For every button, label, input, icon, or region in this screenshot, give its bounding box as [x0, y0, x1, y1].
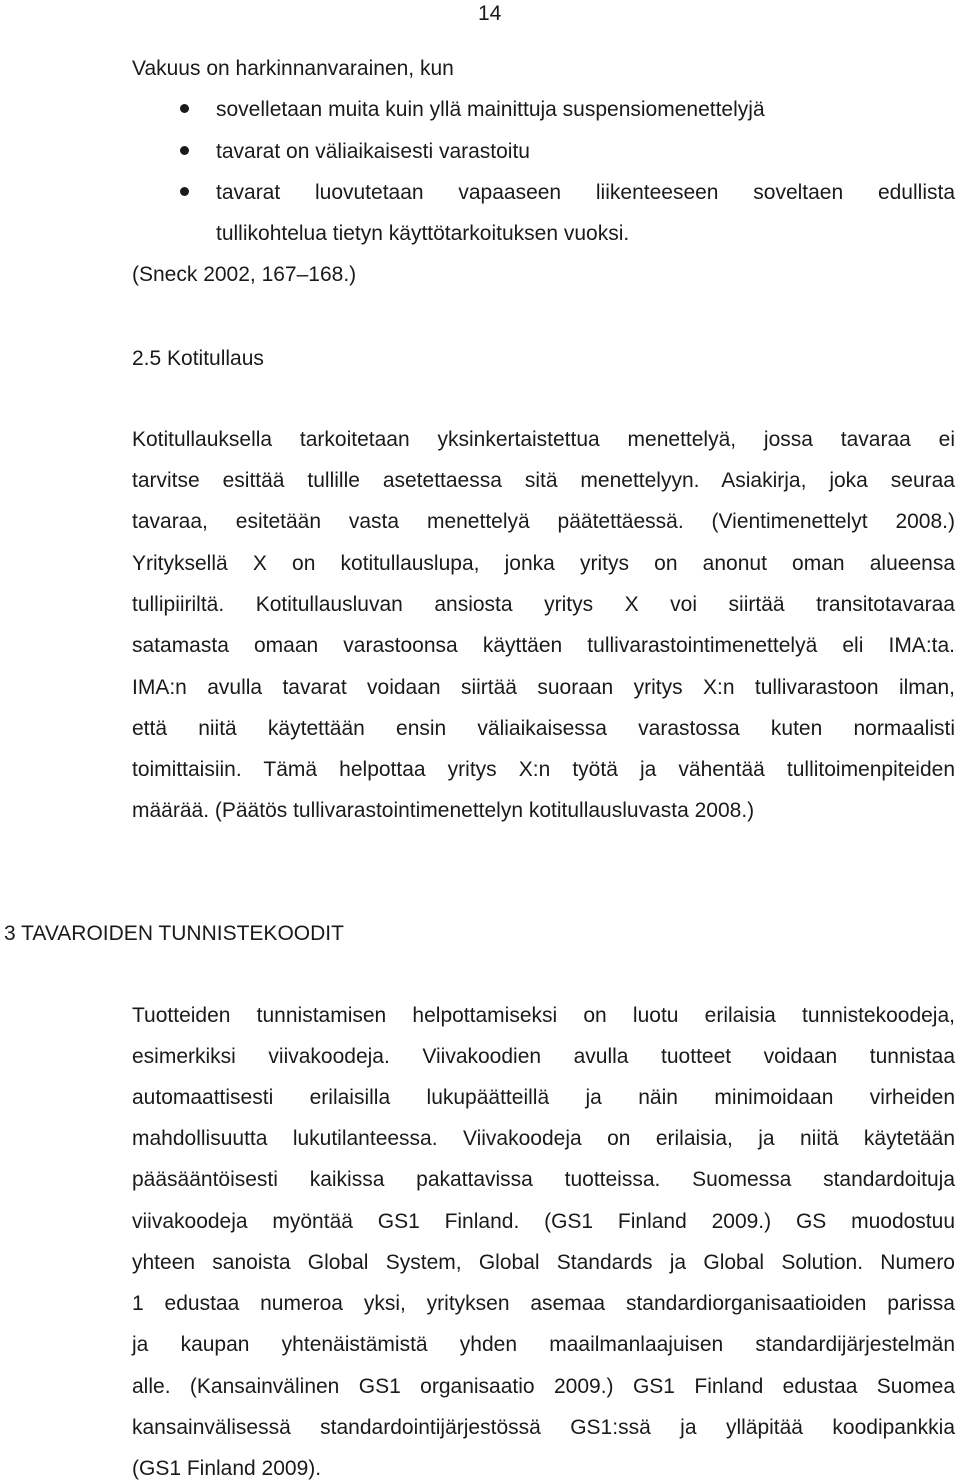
paragraph-line: kansainvälisessä standardointijärjestössä GS1:ssä ja ylläpitää koodipankkia: [132, 1416, 955, 1439]
intro-text: Vakuus on harkinnanvarainen, kun: [132, 57, 454, 80]
paragraph-line: automaattisesti erilaisilla lukupäätteillä ja näin minimoidaan virheiden: [132, 1086, 955, 1109]
paragraph-line: tarvitse esittää tullille asetettaessa sitä menettelyyn. Asiakirja, joka seuraa: [132, 469, 955, 492]
paragraph-line: esimerkiksi viivakoodeja. Viivakoodien avulla tuotteet voidaan tunnistaa: [132, 1045, 955, 1068]
paragraph-line: satamasta omaan varastoonsa käyttäen tullivarastointimenettelyä eli IMA:ta.: [132, 634, 955, 657]
paragraph-line: Kotitullauksella tarkoitetaan yksinkertaistettua menettelyä, jossa tavaraa ei: [132, 428, 955, 451]
paragraph-line: (GS1 Finland 2009).: [132, 1457, 322, 1480]
paragraph-line: pääsääntöisesti kaikissa pakattavissa tuotteissa. Suomessa standardoituja: [132, 1168, 955, 1191]
bullet-item: tavarat on väliaikaisesti varastoitu: [216, 140, 530, 163]
bullet-item: tavarat luovutetaan vapaaseen liikenteeseen soveltaen edullista: [216, 181, 955, 204]
paragraph-line: ja kaupan yhtenäistämistä yhden maailmanlaajuisen standardijärjestelmän: [132, 1333, 955, 1356]
paragraph-line: tullipiiriltä. Kotitullausluvan ansiosta yritys X voi siirtää transitotavaraa: [132, 593, 955, 616]
paragraph-line: toimittaisiin. Tämä helpottaa yritys X:n työtä ja vähentää tullitoimenpiteiden: [132, 758, 955, 781]
bullet-icon: [180, 146, 189, 155]
paragraph-line: viivakoodeja myöntää GS1 Finland. (GS1 Finland 2009.) GS muodostuu: [132, 1210, 955, 1233]
bullet-item-continuation: tullikohtelua tietyn käyttötarkoituksen vuoksi.: [216, 222, 630, 245]
bullet-icon: [180, 187, 189, 196]
page-number: 14: [478, 2, 502, 25]
paragraph-line: mahdollisuutta lukutilanteessa. Viivakoodeja on erilaisia, ja niitä käytetään: [132, 1127, 955, 1150]
bullet-icon: [180, 104, 189, 113]
section-heading-2-5: 2.5 Kotitullaus: [132, 347, 264, 370]
paragraph-line: yhteen sanoista Global System, Global Standards ja Global Solution. Numero: [132, 1251, 955, 1274]
section-heading-3: 3 TAVAROIDEN TUNNISTEKOODIT: [4, 922, 344, 945]
paragraph-line: alle. (Kansainvälinen GS1 organisaatio 2009.) GS1 Finland edustaa Suomea: [132, 1375, 955, 1398]
paragraph-line: tavaraa, esitetään vasta menettelyä päätettäessä. (Vientimenettelyt 2008.): [132, 510, 955, 533]
paragraph-line: määrää. (Päätös tullivarastointimenettelyn kotitullausluvasta 2008.): [132, 799, 755, 822]
paragraph-line: IMA:n avulla tavarat voidaan siirtää suoraan yritys X:n tullivarastoon ilman,: [132, 676, 955, 699]
paragraph-line: Yrityksellä X on kotitullauslupa, jonka yritys on anonut oman alueensa: [132, 552, 955, 575]
bullet-item: sovelletaan muita kuin yllä mainittuja suspensiomenettelyjä: [216, 98, 765, 121]
paragraph-line: että niitä käytettään ensin väliaikaisessa varastossa kuten normaalisti: [132, 717, 955, 740]
paragraph-line: Tuotteiden tunnistamisen helpottamiseksi on luotu erilaisia tunnistekoodeja,: [132, 1004, 955, 1027]
paragraph-line: 1 edustaa numeroa yksi, yrityksen asemaa standardiorganisaatioiden parissa: [132, 1292, 955, 1315]
citation: (Sneck 2002, 167–168.): [132, 263, 357, 286]
